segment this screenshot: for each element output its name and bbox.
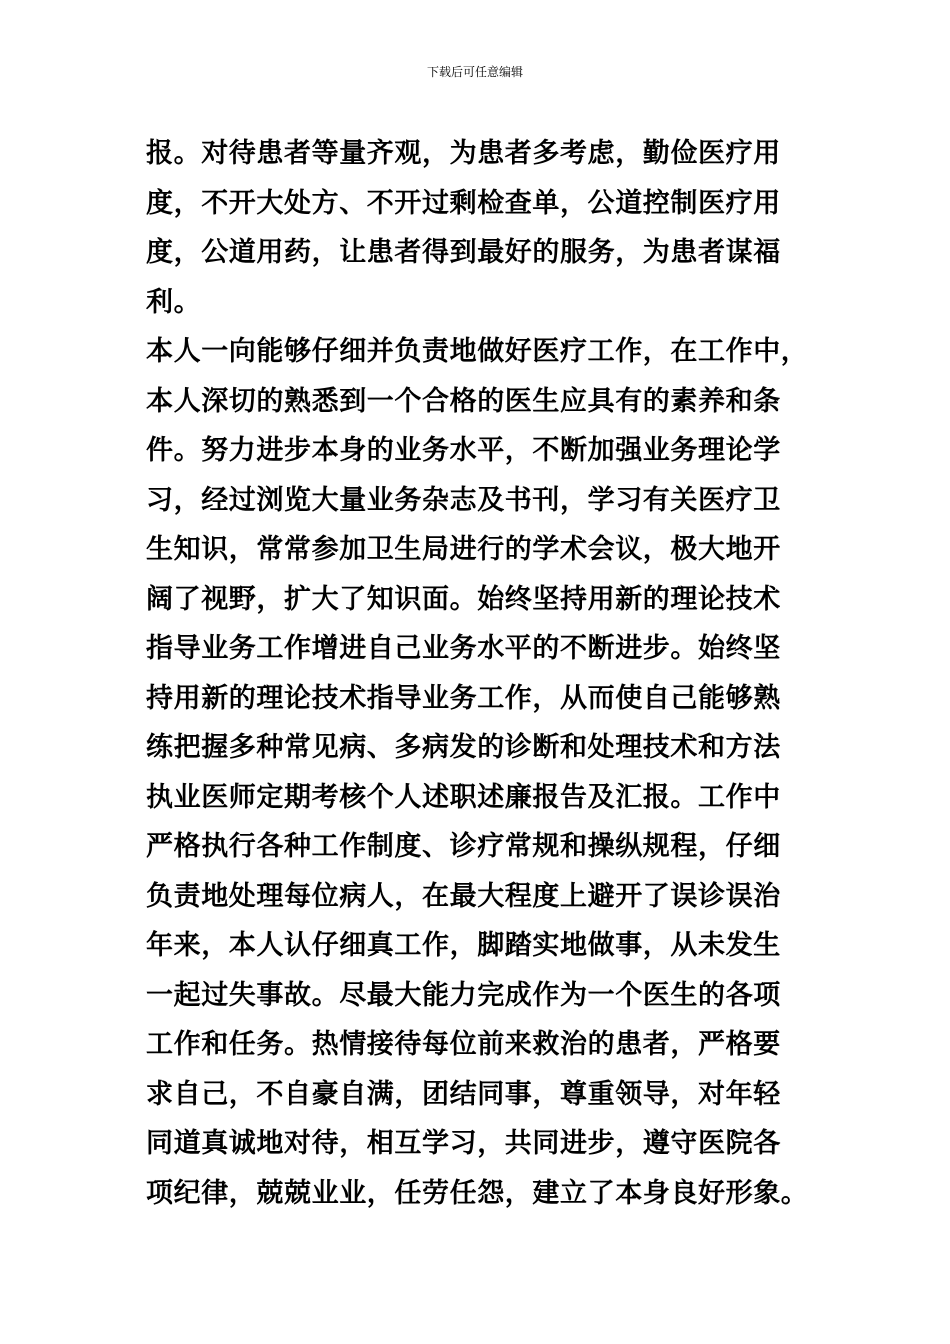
text-line: 工作和任务。热情接待每位前来救治的患者，严格要	[146, 1029, 781, 1060]
text-line: 本人深切的熟悉到一个合格的医生应具有的素养和条	[146, 385, 781, 417]
text-line: 严格执行各种工作制度、诊疗常规和操纵规程，仔细	[146, 831, 781, 862]
text-line: 指导业务工作增进自己业务水平的不断进步。始终坚	[146, 633, 781, 664]
text-line: 生知识，常常参加卫生局进行的学术会议，极大地开	[146, 534, 781, 565]
text-line: 练把握多种常见病、多病发的诊断和处理技术和方法	[146, 732, 781, 763]
text-line: 负责地处理每位病人，在最大程度上避开了误诊误治	[146, 880, 781, 912]
text-line: 报。对待患者等量齐观，为患者多考虑，勤俭医疗用	[146, 138, 781, 169]
text-line: 一起过失事故。尽最大能力完成作为一个医生的各项	[146, 979, 781, 1011]
text-line: 年来，本人认仔细真工作，脚踏实地做事，从未发生	[146, 930, 781, 961]
text-line: 度，不开大处方、不开过剩检查单，公道控制医疗用	[146, 187, 781, 219]
text-line: 阔了视野，扩大了知识面。始终坚持用新的理论技术	[146, 583, 781, 615]
document-body	[146, 129, 836, 1218]
text-line: 本人一向能够仔细并负责地做好医疗工作，在工作中，	[146, 336, 809, 367]
page-header: 下载后可任意编辑	[426, 65, 523, 79]
text-line: 度，公道用药，让患者得到最好的服务，为患者谋福	[146, 237, 781, 268]
text-line: 利。	[146, 286, 202, 318]
text-line: 求自己，不自豪自满，团结同事，尊重领导，对年轻	[146, 1078, 781, 1110]
text-line: 项纪律，兢兢业业，任劳任怨，建立了本身良好形象。	[146, 1177, 809, 1209]
text-line: 习，经过浏览大量业务杂志及书刊，学习有关医疗卫	[146, 484, 781, 516]
text-line: 同道真诚地对待，相互学习，共同进步，遵守医院各	[146, 1128, 781, 1159]
text-line: 执业医师定期考核个人述职述廉报告及汇报。工作中	[146, 781, 781, 813]
text-line: 件。努力进步本身的业务水平，不断加强业务理论学	[146, 435, 781, 466]
text-line: 持用新的理论技术指导业务工作，从而使自己能够熟	[146, 682, 781, 714]
